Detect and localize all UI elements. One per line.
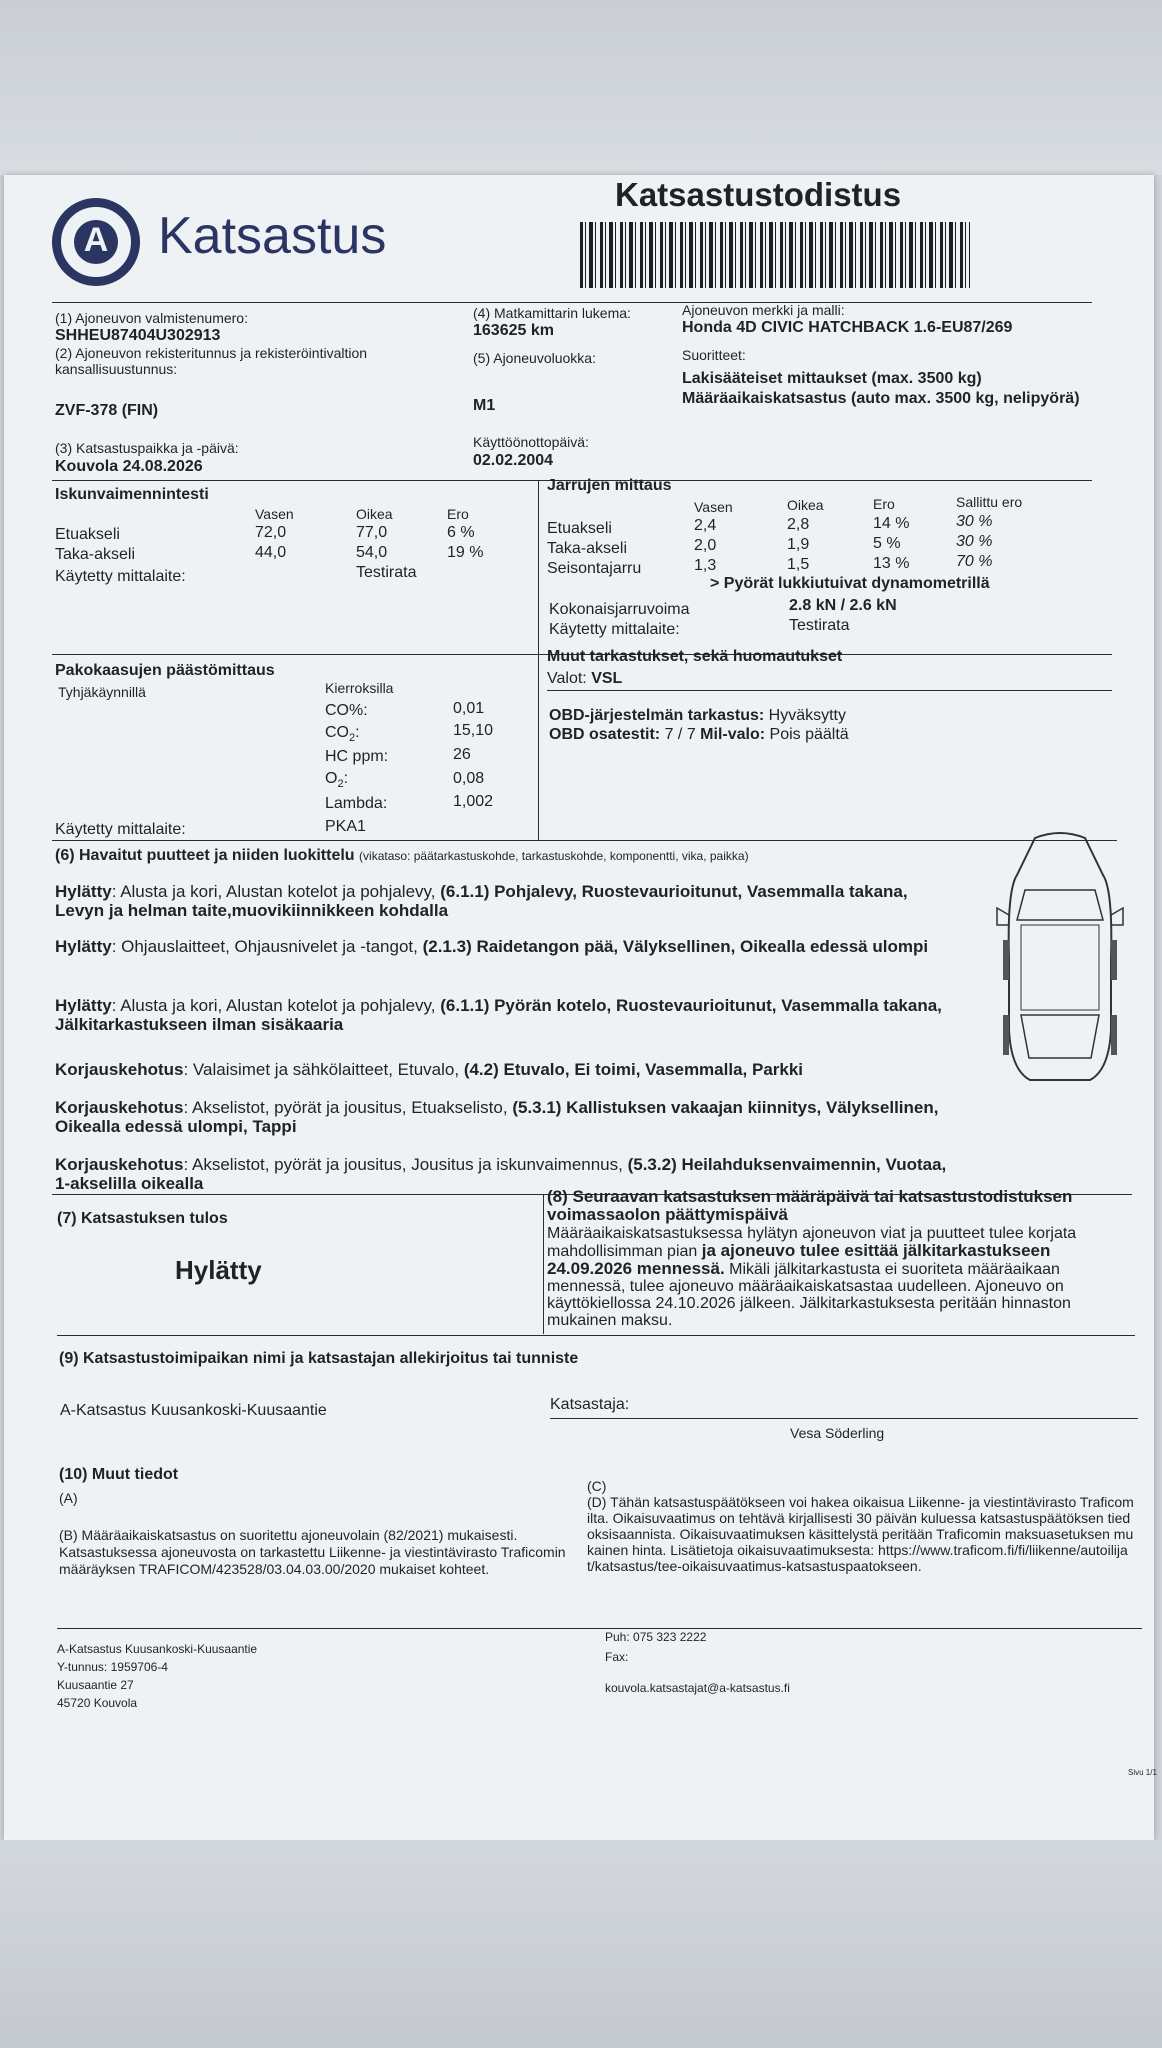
result-value: Hylätty <box>175 1255 262 1285</box>
brakes-row-left: 2,4 <box>694 517 717 534</box>
place-value: Kouvola 24.08.2026 <box>55 458 203 475</box>
brakes-row-left: 1,3 <box>694 557 717 574</box>
shock-title: Iskunvaimennintesti <box>55 486 209 503</box>
vin-value: SHHEU87404U302913 <box>55 327 221 344</box>
defect-item: Korjauskehotus: Akselistot, pyörät ja jousitus, Jousitus ja iskunvaimennus, (5.3.2) Heilahduksenvaimennin, Vuotaa, 1-akselilla oikealla <box>55 1155 947 1193</box>
shock-row-right: 77,0 <box>356 524 388 541</box>
brakes-row-diff: 5 % <box>873 535 901 552</box>
misc-title: (10) Muut tiedot <box>59 1466 179 1483</box>
footer-street: Kuusaantie 27 <box>57 1678 134 1692</box>
co-label: CO%: <box>325 702 368 719</box>
shock-row-label: Etuakseli <box>55 526 120 543</box>
brakes-row-label: Seisontajarru <box>547 560 642 577</box>
brakes-row-allowed: 70 % <box>956 553 993 570</box>
emissions-device-label: Käytetty mittalaite: <box>55 821 186 838</box>
background-top <box>0 0 1162 175</box>
brakes-row-right: 2,8 <box>787 516 810 533</box>
logo-a-icon: A <box>83 221 109 259</box>
o2-label: $O_2$: <box>325 770 349 791</box>
make-value: Honda 4D CIVIC HATCHBACK 1.6-EU87/269 <box>682 319 1013 336</box>
co2-value: 15,10 <box>453 722 494 739</box>
footer-page-number: Sivu 1/1 <box>1128 1768 1157 1777</box>
performed-label: Suoritteet: <box>682 347 746 363</box>
place-label: (3) Katsastuspaikka ja -päivä: <box>55 440 239 456</box>
emissions-rpm: Kierroksilla <box>325 680 394 696</box>
brakes-header-left: Vasen <box>694 499 733 515</box>
brakes-row-allowed: 30 % <box>956 533 993 550</box>
hc-value: 26 <box>453 746 471 763</box>
emissions-idle: Tyhjäkäynnillä <box>58 684 146 700</box>
brakes-total-label: Kokonaisjarruvoima <box>549 601 690 618</box>
footer-email: kouvola.katsastajat@a-katsastus.fi <box>605 1681 790 1695</box>
brakes-row-right: 1,5 <box>787 556 810 573</box>
obd2-row: OBD osatestit: 7 / 7 Mil-valo: Pois päältä <box>549 726 849 743</box>
shock-header-left: Vasen <box>255 506 294 522</box>
co2-label: $CO_2$: <box>325 724 360 745</box>
odometer-label: (4) Matkamittarin lukema: <box>473 305 631 321</box>
shock-device-value: Testirata <box>356 564 417 581</box>
result-title: (7) Katsastuksen tulos <box>57 1210 228 1227</box>
shock-row-label: Taka-akseli <box>55 546 136 563</box>
shock-row-left: 44,0 <box>255 544 287 561</box>
defect-item: Korjauskehotus: Akselistot, pyörät ja jousitus, Etuakselisto, (5.3.1) Kallistuksen vakaajan kiinnitys, Välyksellinen, Oikealla edessä ulompi, Tappi <box>55 1098 939 1136</box>
next-inspection-text: Määräaikaiskatsastuksessa hylätyn ajoneuvon viat ja puutteet tulee korjata mahdollisimman pian ja ajoneuvo tulee esittää jälkitarkastukseen 24.09.2026 mennessä. Mikäli jälkitarkastusta ei suoriteta määräaikaan mennessä, tulee ajoneuvo määräaikaiskatsastaa uudelleen. Ajoneuvo on käyttökiellossa 24.10.2026 jälkeen. Jälkitarkastuksesta peritään hinnaston mukainen maksu. <box>547 1225 1077 1329</box>
brakes-row-diff: 13 % <box>873 555 910 572</box>
brakes-row-label: Taka-akseli <box>547 540 628 557</box>
shock-row-diff: 19 % <box>447 544 484 561</box>
brakes-device-label: Käytetty mittalaite: <box>549 621 680 638</box>
background-bottom <box>0 1840 1162 2048</box>
class-label: (5) Ajoneuvoluokka: <box>473 350 596 366</box>
misc-d: (D) Tähän katsastuspäätökseen voi hakea oikaisua Liikenne- ja viestintävirasto Traficomilta. Oikaisuvaatimus on tehtävä kirjallisesti 30 päivän kuluessa katsastuspäätöksen tiedoksisaannista. Oikaisuvaatimuksen käsittelystä peritään Traficomin maksuasetuksen mukainen hinta. Lisätietoja oikaisuvaatimuksesta: https://www.traficom.fi/fi/liikenne/autoilijat/katsastus/tee-oikaisuvaatimus-katsastuspaatokseen. <box>587 1494 1134 1574</box>
obd-row: OBD-järjestelmän tarkastus: Hyväksytty <box>549 707 846 724</box>
footer-fax: Fax: <box>605 1650 629 1664</box>
station-title: (9) Katsastustoimipaikan nimi ja katsastajan allekirjoitus tai tunniste <box>59 1350 579 1367</box>
signature-line <box>550 1418 1138 1419</box>
make-label: Ajoneuvon merkki ja malli: <box>682 302 845 318</box>
next-inspection-title: (8) Seuraavan katsastuksen määräpäivä tai katsastustodistuksen voimassaolon päättymispäivä <box>547 1187 1073 1224</box>
brakes-row-left: 2,0 <box>694 537 717 554</box>
brakes-header-diff: Ero <box>873 496 895 512</box>
defect-item: Korjauskehotus: Valaisimet ja sähkölaitteet, Etuvalo, (4.2) Etuvalo, Ei toimi, Vasemmalla, Parkki <box>55 1060 804 1079</box>
defect-item: Hylätty: Alusta ja kori, Alustan kotelot ja pohjalevy, (6.1.1) Pohjalevy, Ruostevaurioitunut, Vasemmalla takana, Levyn ja helman taite,muovikiinnikkeen kohdalla <box>55 882 908 920</box>
vin-label: (1) Ajoneuvon valmistenumero: <box>55 310 248 326</box>
brakes-device-value: Testirata <box>789 617 850 634</box>
emissions-device-value: PKA1 <box>325 818 366 835</box>
lambda-value: 1,002 <box>453 793 494 810</box>
divider <box>52 302 1092 303</box>
brakes-row-allowed: 30 % <box>956 513 993 530</box>
defects-header: (6) Havaitut puutteet ja niiden luokittelu (vikataso: päätarkastuskohde, tarkastuskohde, komponentti, vika, paikka) <box>55 847 749 864</box>
car-diagram <box>995 830 1125 1090</box>
shock-row-right: 54,0 <box>356 544 388 561</box>
other-title: Muut tarkastukset, sekä huomautukset <box>547 648 843 665</box>
brakes-title: Jarrujen mittaus <box>547 477 672 494</box>
brakes-note: > Pyörät lukkiutuivat dynamometrillä <box>710 575 990 592</box>
shock-device-label: Käytetty mittalaite: <box>55 568 186 585</box>
first-use-value: 02.02.2004 <box>473 452 554 469</box>
defect-item: Hylätty: Alusta ja kori, Alustan kotelot ja pohjalevy, (6.1.1) Pyörän kotelo, Ruostevaurioitunut, Vasemmalla takana, Jälkitarkastukseen ilman sisäkaaria <box>55 996 942 1034</box>
defect-item: Hylätty: Ohjauslaitteet, Ohjausnivelet ja -tangot, (2.1.3) Raidetangon pää, Välyksellinen, Oikealla edessä ulompi <box>55 937 929 956</box>
performed-2: Määräaikaiskatsastus (auto max. 3500 kg, nelipyörä) <box>682 390 1080 407</box>
class-value: M1 <box>473 397 496 414</box>
logo-text: Katsastus <box>158 207 387 265</box>
divider <box>57 1628 1142 1629</box>
footer-ytunnus: Y-tunnus: 1959706-4 <box>57 1660 168 1674</box>
emissions-title: Pakokaasujen päästömittaus <box>55 662 275 679</box>
inspector-label: Katsastaja: <box>550 1396 630 1413</box>
lambda-label: Lambda: <box>325 795 388 812</box>
shock-header-diff: Ero <box>447 506 469 522</box>
brakes-row-diff: 14 % <box>873 515 910 532</box>
shock-header-right: Oikea <box>356 506 393 522</box>
footer-phone: Puh: 075 323 2222 <box>605 1630 707 1644</box>
station-name: A-Katsastus Kuusankoski-Kuusaantie <box>60 1402 327 1419</box>
inspector-name: Vesa Söderling <box>790 1425 885 1441</box>
barcode <box>580 222 970 288</box>
brakes-header-right: Oikea <box>787 497 824 513</box>
o2-value: 0,08 <box>453 770 485 787</box>
brakes-header-allowed: Sallittu ero <box>956 494 1023 510</box>
shock-row-diff: 6 % <box>447 524 475 541</box>
reg-label: (2) Ajoneuvon rekisteritunnus ja rekisteröintivaltion kansallisuustunnus: <box>55 345 368 377</box>
divider <box>57 1335 1135 1336</box>
reg-value: ZVF-378 (FIN) <box>55 402 159 419</box>
misc-b: (B) Määräaikaiskatsastus on suoritettu ajoneuvolain (82/2021) mukaisesti. Katsastuksessa ajoneuvosta on tarkastettu Liikenne- ja viestintävirasto Traficomin määräyksen TRAFICOM/423528/03.04.03.00/2020 mukaiset kohteet. <box>59 1527 566 1577</box>
first-use-label: Käyttöönottopäivä: <box>473 434 589 450</box>
odometer-value: 163625 km <box>473 322 554 339</box>
performed-1: Lakisääteiset mittaukset (max. 3500 kg) <box>682 370 982 387</box>
hc-label: HC ppm: <box>325 748 389 765</box>
co-value: 0,01 <box>453 700 485 717</box>
shock-row-left: 72,0 <box>255 524 287 541</box>
column-divider <box>543 1194 544 1334</box>
brakes-total-value: 2.8 kN / 2.6 kN <box>789 597 897 614</box>
brakes-row-label: Etuakseli <box>547 520 612 537</box>
brakes-row-right: 1,9 <box>787 536 810 553</box>
misc-a: (A) <box>59 1490 78 1506</box>
footer-company: A-Katsastus Kuusankoski-Kuusaantie <box>57 1642 258 1656</box>
divider <box>547 690 1112 691</box>
misc-c: (C) <box>587 1478 607 1494</box>
document-title: Katsastustodistus <box>615 176 902 213</box>
divider <box>52 840 1117 841</box>
lights-row: Valot: VSL <box>547 670 623 687</box>
column-divider <box>538 480 539 840</box>
footer-city: 45720 Kouvola <box>57 1696 138 1710</box>
